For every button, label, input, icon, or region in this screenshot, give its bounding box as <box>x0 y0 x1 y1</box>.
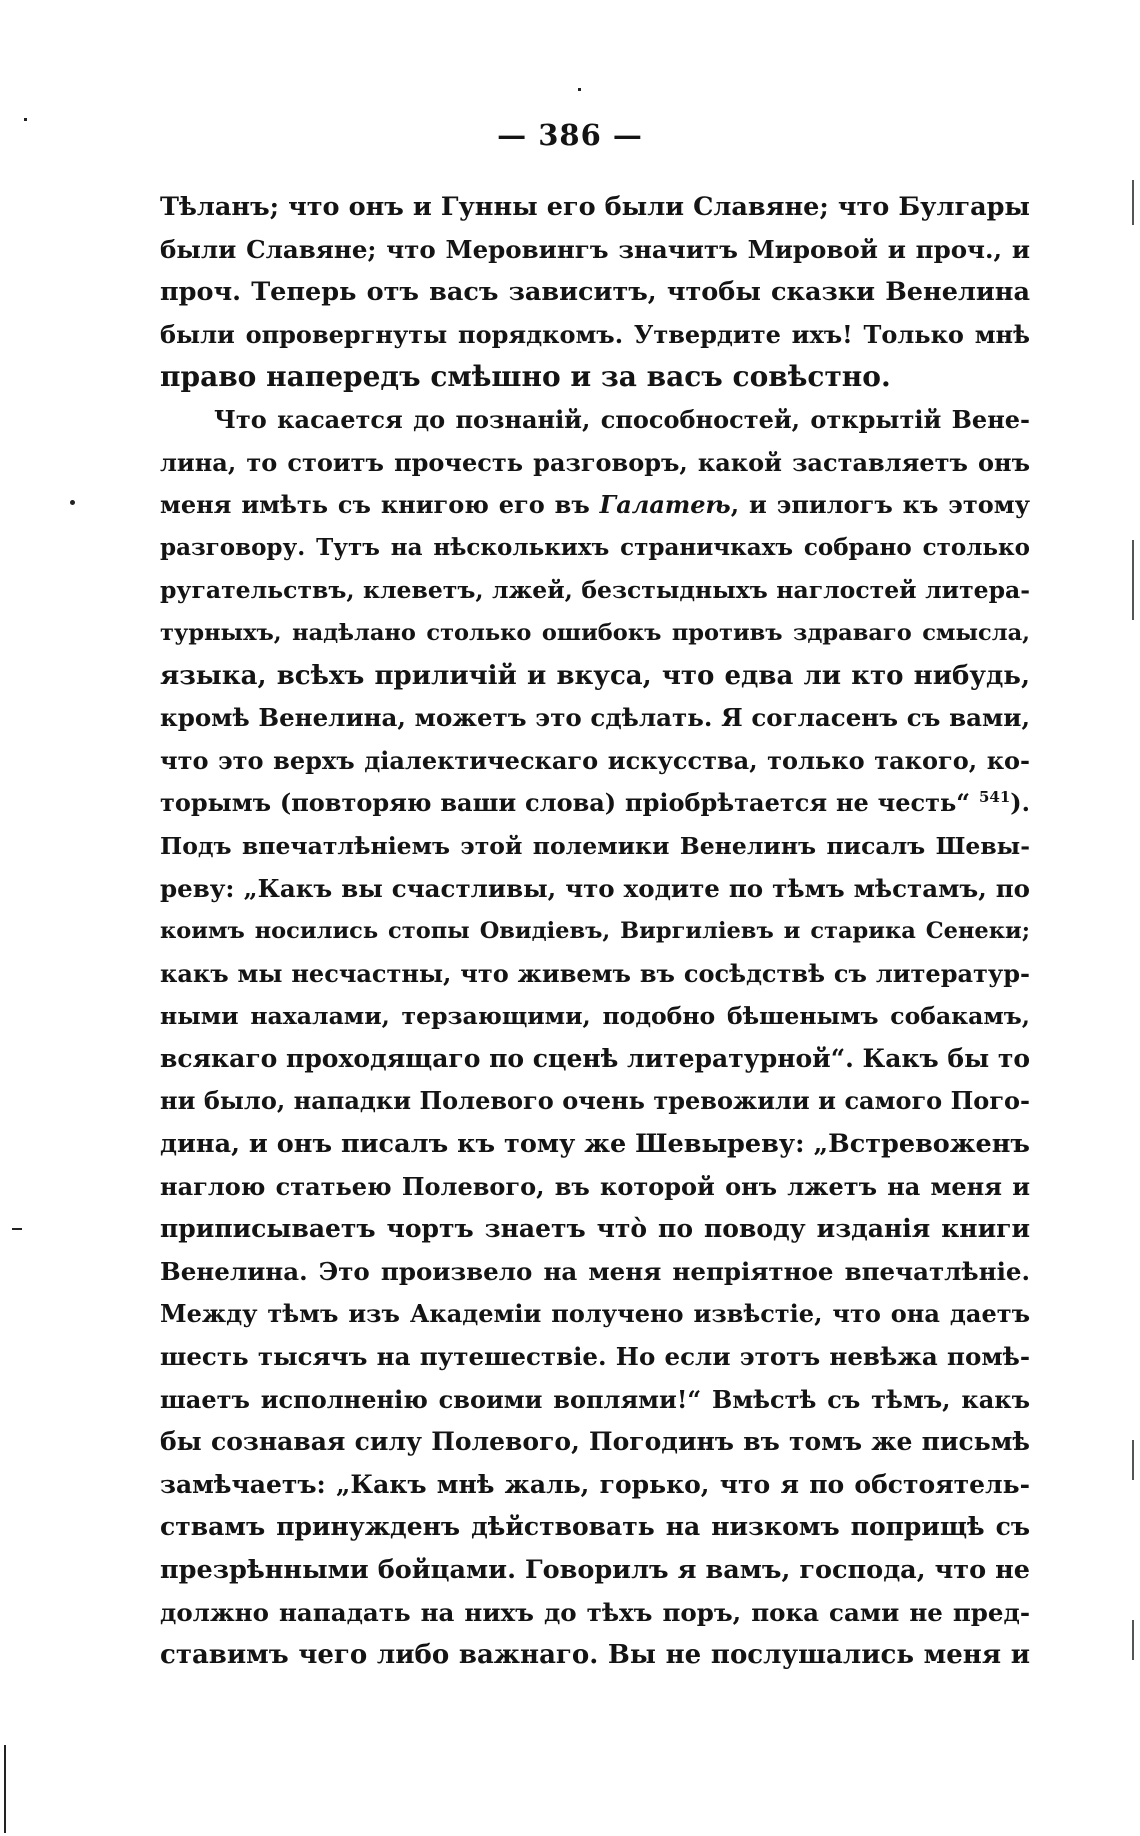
text-line: презрѣнными бойцами. Говорилъ я вамъ, господа, что не <box>160 1555 1030 1585</box>
text-line: были Славяне; что Меровингъ значитъ Мировой и проч., и <box>160 234 1030 264</box>
paragraph-start: Что касается до познаній, способностей, открытій Вене- <box>214 404 1030 434</box>
text-line: ставимъ чего либо важнаго. Вы не послушались меня и <box>160 1640 1030 1671</box>
text-line: реву: „Какъ вы счастливы, что ходите по тѣмъ мѣстамъ, по <box>160 873 1030 903</box>
text-line: дина, и онъ писалъ къ тому же Шевыреву: „Встревоженъ <box>160 1129 1030 1160</box>
text-line: коимъ носились стопы Овидіевъ, Виргиліевъ и старика Сенеки; <box>160 918 1030 945</box>
text-line: Подъ впечатлѣніемъ этой полемики Венелинъ писалъ Шевы- <box>160 831 1030 860</box>
text-line: турныхъ, надѣлано столько ошибокъ противъ здраваго смысла, <box>160 619 1030 646</box>
text-line: шаетъ исполненію своими воплями!“ Вмѣстѣ съ тѣмъ, какъ <box>160 1384 1030 1414</box>
text-line: ными нахалами, терзающими, подобно бѣшенымъ собакамъ, <box>160 1002 1030 1031</box>
text-segment: ). <box>1010 788 1030 818</box>
text-line: разговору. Тутъ на нѣсколькихъ страничкахъ собрано столько <box>160 533 1030 561</box>
text-segment: меня имѣть съ книгою его въ <box>160 490 600 520</box>
text-segment: , и эпилогъ къ этому <box>730 490 1030 520</box>
text-line: ругательствъ, клеветъ, лжей, безстыдныхъ наглостей литера- <box>160 576 1030 605</box>
text-line: наглою статьею Полевого, въ которой онъ лжетъ на меня и <box>160 1171 1030 1201</box>
text-line: всякаго проходящаго по сценѣ литературной“. Какъ бы то <box>160 1043 1030 1073</box>
body-text <box>160 186 1030 1677</box>
text-line: должно нападать на нихъ до тѣхъ поръ, пока сами не пред- <box>160 1597 1030 1627</box>
scan-right-edge <box>1132 1440 1134 1480</box>
text-line: что это верхъ діалектическаго искусства, только такого, ко- <box>160 745 1030 775</box>
scan-right-edge <box>1132 180 1134 225</box>
scan-speck <box>12 1228 22 1230</box>
text-line: какъ мы несчастны, что живемъ въ сосѣдствѣ съ литератур- <box>160 958 1030 988</box>
scan-left-edge <box>4 1745 6 1833</box>
text-line: ни было, нападки Полевого очень тревожили и самого Пого- <box>160 1086 1030 1116</box>
scan-speck <box>70 500 75 505</box>
text-line: лина, то стоитъ прочесть разговоръ, какой заставляетъ онъ <box>160 447 1030 477</box>
text-line: Между тѣмъ изъ Академіи получено извѣстіе, что она даетъ <box>160 1299 1030 1329</box>
text-line: языка, всѣхъ приличій и вкуса, что едва ли кто нибудь, <box>160 660 1030 691</box>
scan-right-edge <box>1132 1620 1134 1660</box>
text-segment: торымъ (повторяю ваши слова) пріобрѣтается не честь“ <box>160 788 979 818</box>
text-line <box>160 782 1030 825</box>
scan-right-edge <box>1132 540 1134 620</box>
text-line: шесть тысячъ на путешествіе. Но если этотъ невѣжа помѣ- <box>160 1342 1030 1372</box>
text-line: Венелина. Это произвело на меня непріятное впечатлѣніе. <box>160 1256 1030 1286</box>
title-galateia: Галатеѣ <box>599 490 731 520</box>
text-line: проч. Теперь отъ васъ зависитъ, чтобы сказки Венелина <box>160 277 1030 308</box>
text-line: Тѣланъ; что онъ и Гунны его были Славяне; что Булгары <box>160 192 1030 222</box>
text-line: бы сознавая силу Полевого, Погодинъ въ томъ же письмѣ <box>160 1427 1030 1457</box>
footnote-ref: 541 <box>978 788 1011 807</box>
text-line <box>160 484 1030 527</box>
text-line: приписываетъ чортъ знаетъ что̀ по поводу изданія книги <box>160 1214 1030 1244</box>
text-line: кромѣ Венелина, можетъ это сдѣлать. Я согласенъ съ вами, <box>160 703 1030 733</box>
text-line: ствамъ принужденъ дѣйствовать на низкомъ поприщѣ съ <box>160 1512 1030 1542</box>
page-number: — 386 — <box>497 118 643 152</box>
text-line: замѣчаетъ: „Какъ мнѣ жаль, горько, что я по обстоятель- <box>160 1469 1030 1499</box>
text-line: право напередъ смѣшно и за васъ совѣстно. <box>160 360 891 394</box>
text-line: были опровергнуты порядкомъ. Утвердите ихъ! Только мнѣ <box>160 319 1030 349</box>
scan-speck <box>578 88 581 91</box>
